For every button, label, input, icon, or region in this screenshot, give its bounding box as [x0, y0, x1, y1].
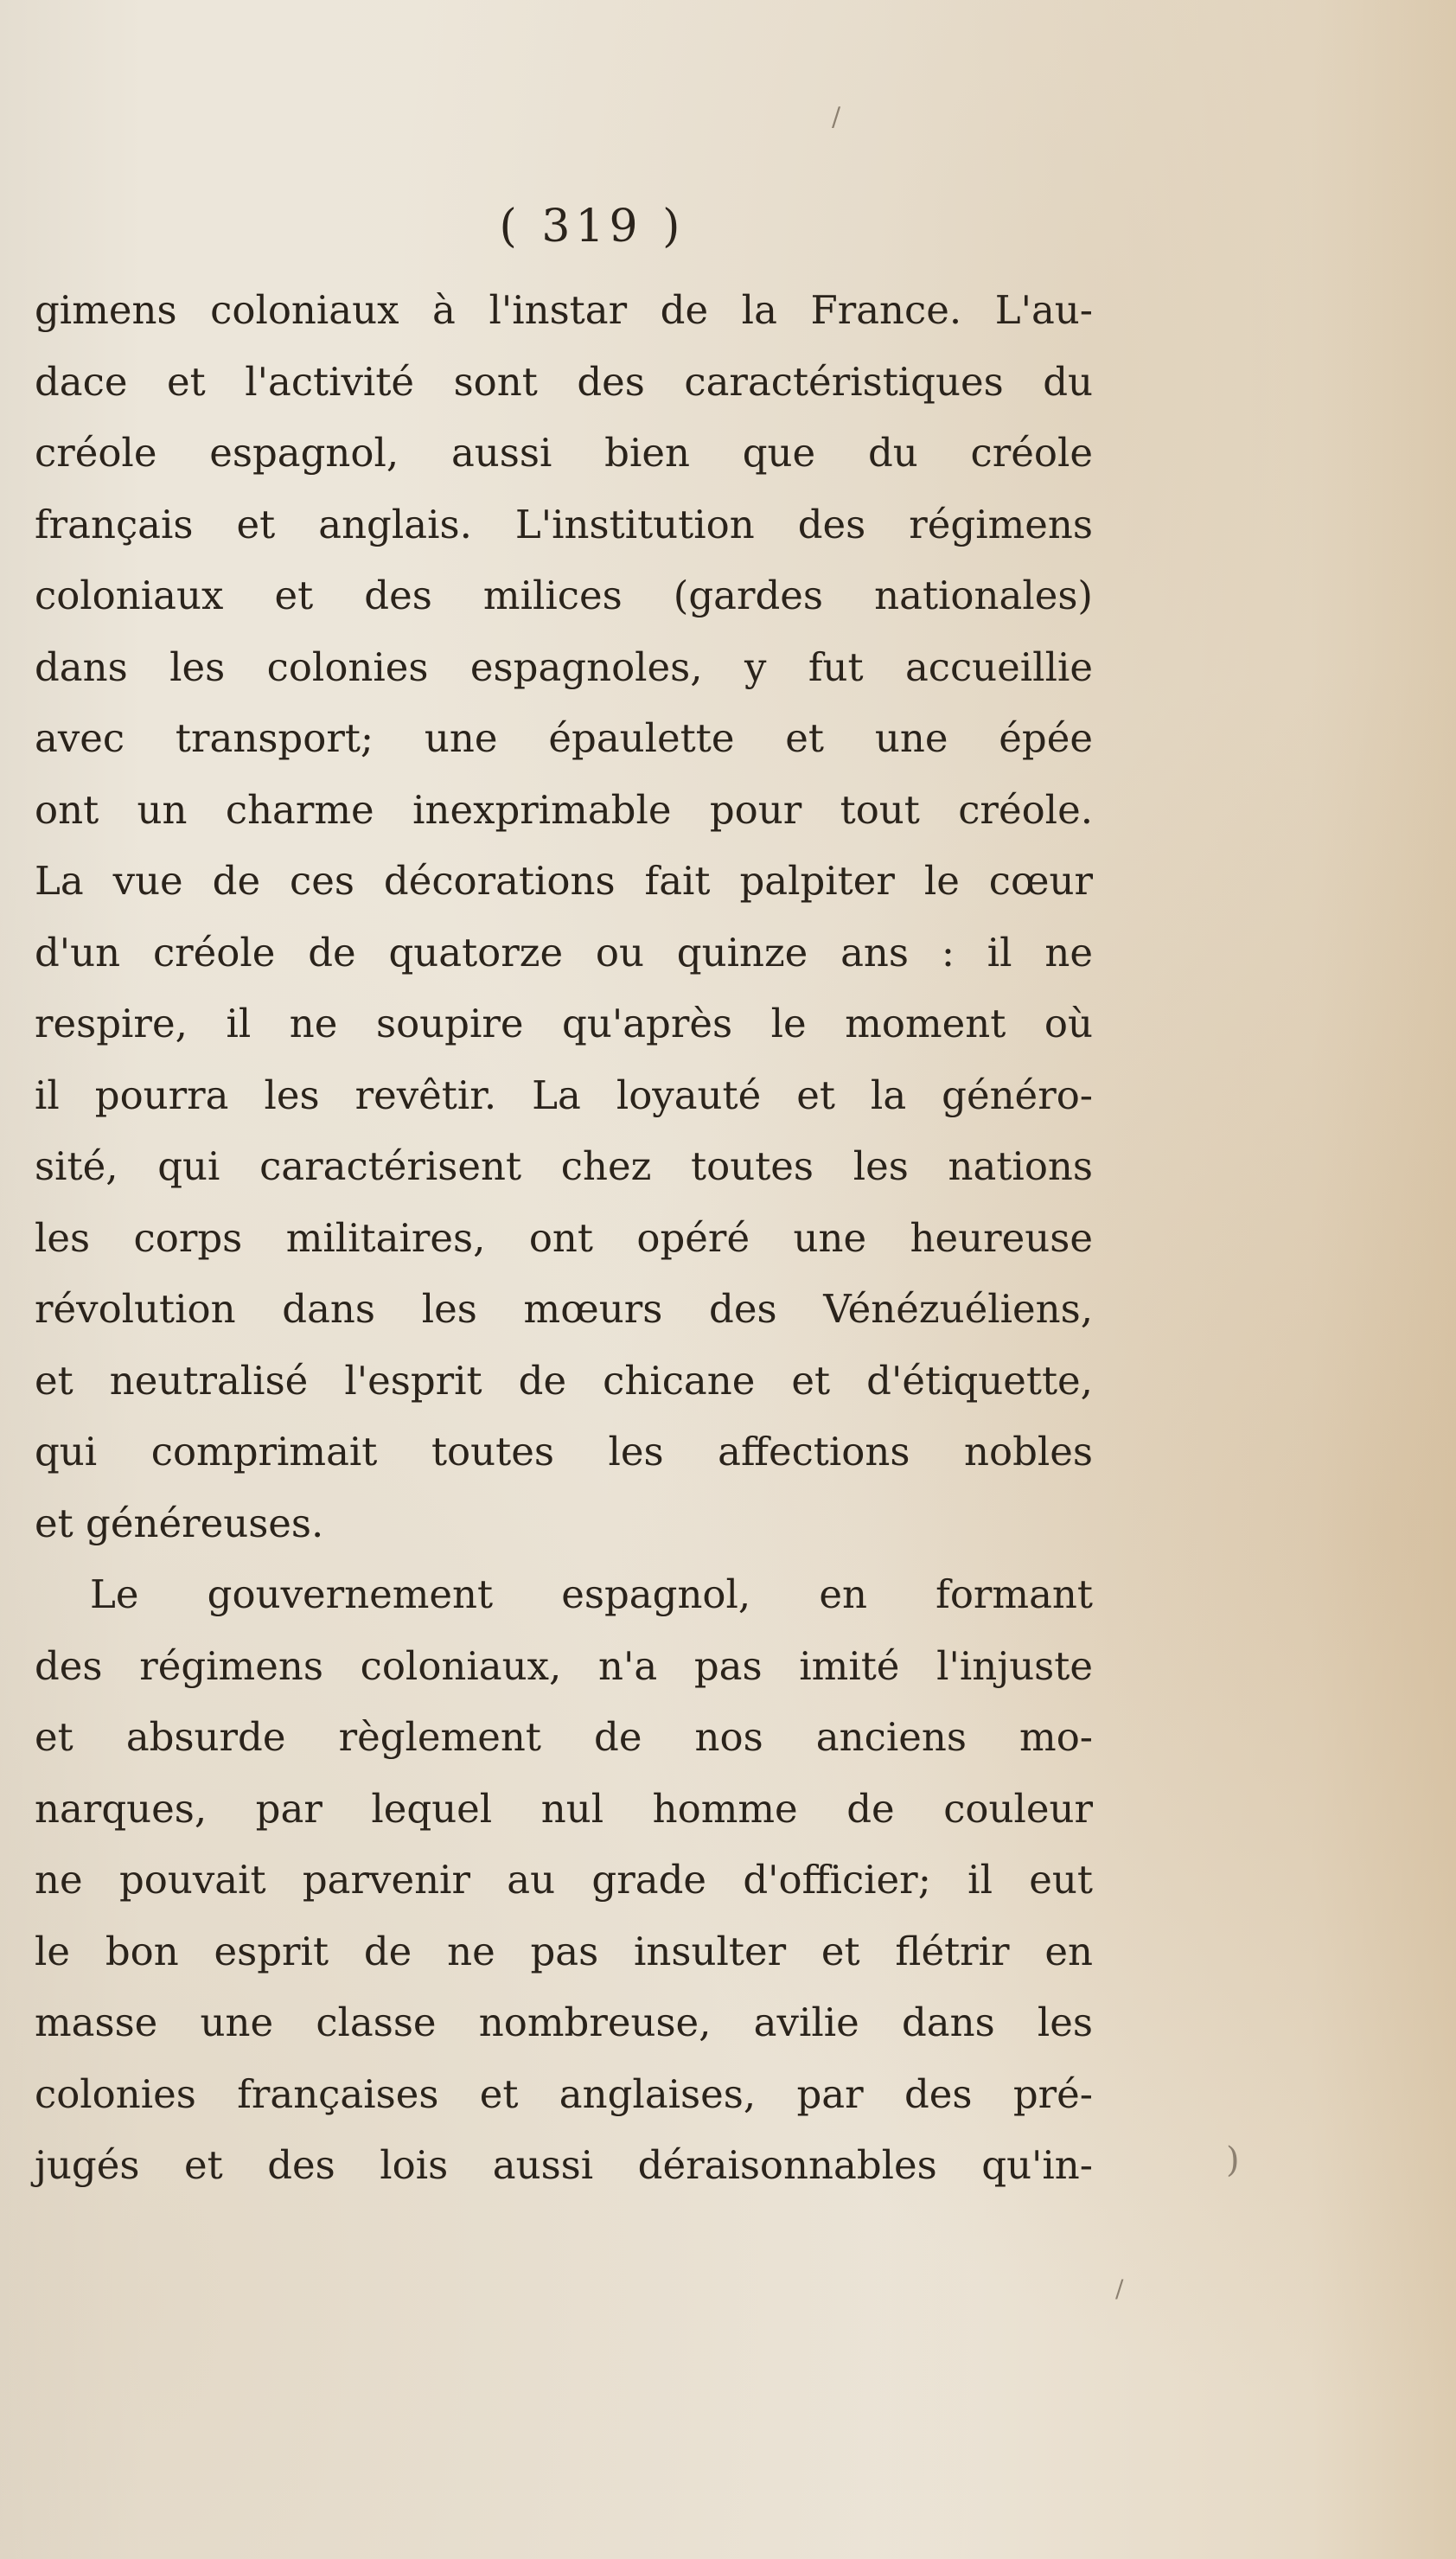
- text-line: avec transport; une épaulette et une épée: [35, 715, 1093, 761]
- text-line: sité, qui caractérisent chez toutes les nations: [35, 1143, 1093, 1189]
- stray-mark: ): [1226, 2140, 1240, 2180]
- stray-mark: /: [832, 102, 841, 132]
- text-line: français et anglais. L'institution des régimens: [35, 501, 1093, 547]
- paragraph-start-line: Le gouvernement espagnol, en formant: [90, 1571, 1093, 1617]
- text-line: La vue de ces décorations fait palpiter le cœur: [35, 858, 1093, 904]
- text-line: et absurde règlement de nos anciens mo-: [35, 1714, 1093, 1760]
- text-line: ont un charme inexprimable pour tout créole.: [35, 786, 1093, 833]
- text-line: narques, par lequel nul homme de couleur: [35, 1785, 1093, 1832]
- text-line: dace et l'activité sont des caractéristiques du: [35, 358, 1093, 405]
- text-line: il pourra les revêtir. La loyauté et la généro-: [35, 1072, 1093, 1118]
- body-text: [35, 275, 1093, 2202]
- text-line: créole espagnol, aussi bien que du créole: [35, 430, 1093, 476]
- text-line: ne pouvait parvenir au grade d'officier; il eut: [35, 1857, 1093, 1903]
- text-line: d'un créole de quatorze ou quinze ans : il ne: [35, 929, 1093, 976]
- text-line: et généreuses.: [35, 1500, 324, 1546]
- text-line: les corps militaires, ont opéré une heureuse: [35, 1214, 1093, 1261]
- text-line: des régimens coloniaux, n'a pas imité l'injuste: [35, 1642, 1093, 1689]
- stray-mark: /: [1115, 2274, 1124, 2303]
- text-line: gimens coloniaux à l'instar de la France. L'au-: [35, 287, 1093, 333]
- text-line: qui comprimait toutes les affections nobles: [35, 1429, 1093, 1475]
- text-line: masse une classe nombreuse, avilie dans les: [35, 1999, 1093, 2045]
- text-line: le bon esprit de ne pas insulter et flétrir en: [35, 1928, 1093, 1974]
- page-number: ( 319 ): [499, 201, 686, 253]
- text-line: dans les colonies espagnoles, y fut accueillie: [35, 643, 1093, 690]
- text-line: et neutralisé l'esprit de chicane et d'étiquette,: [35, 1357, 1093, 1404]
- text-line: révolution dans les mœurs des Vénézuéliens,: [35, 1286, 1093, 1332]
- text-line: respire, il ne soupire qu'après le moment où: [35, 1001, 1093, 1046]
- text-line: jugés et des lois aussi déraisonnables qu'in-: [35, 2142, 1093, 2188]
- text-line: coloniaux et des milices (gardes nationales): [35, 573, 1093, 618]
- text-line: colonies françaises et anglaises, par des pré-: [35, 2070, 1093, 2117]
